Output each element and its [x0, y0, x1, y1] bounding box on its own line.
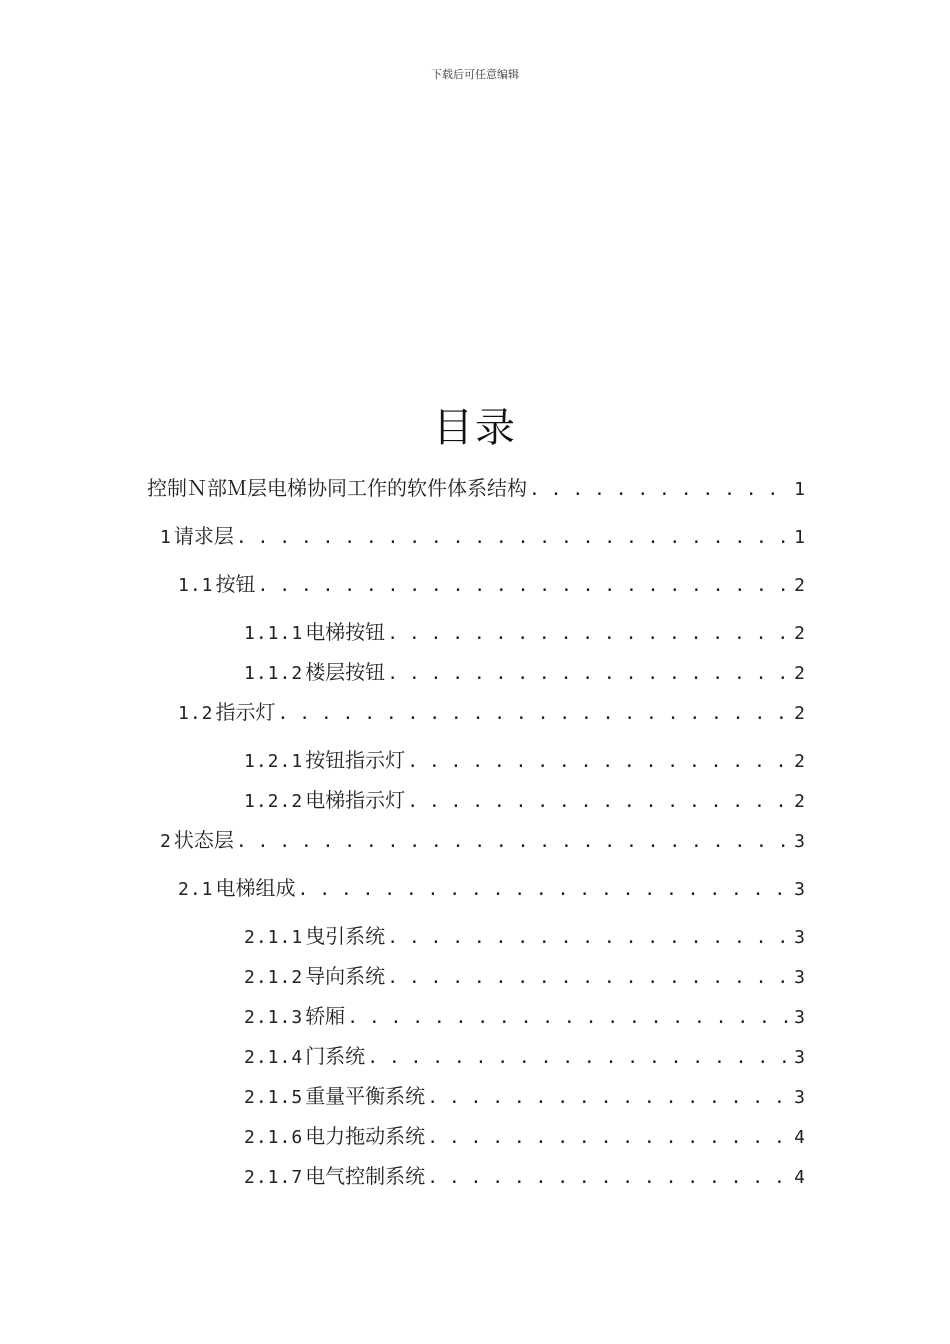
toc-entry-number: 2.1.6 — [244, 1127, 304, 1148]
toc-entry-page: 1 — [794, 527, 805, 548]
toc-entry-label: 按钮指示灯 — [305, 748, 406, 772]
toc-entry-number: 2.1.1 — [244, 927, 304, 948]
toc-entry-page: 3 — [794, 831, 805, 852]
toc-entry-label: 重量平衡系统 — [305, 1084, 426, 1108]
toc-entry-2-1-5[interactable] — [244, 1082, 805, 1110]
toc-leader-dots — [407, 748, 792, 774]
toc-entry-number: 2.1.7 — [244, 1167, 304, 1188]
toc-leader-dots — [387, 924, 792, 950]
toc-entry-label: 电梯指示灯 — [305, 788, 406, 812]
toc-entry-page: 4 — [794, 1167, 805, 1188]
toc-entry-2-1-2[interactable] — [244, 962, 805, 990]
toc-entry-page: 1 — [794, 479, 805, 500]
toc-entry-page: 2 — [794, 663, 805, 684]
toc-entry-number: 1.2 — [178, 703, 214, 724]
toc-leader-dots — [367, 1044, 792, 1070]
toc-entry-2-1-1[interactable] — [244, 922, 805, 950]
toc-entry-number: 1.2.2 — [244, 791, 304, 812]
toc-entry-1[interactable] — [160, 522, 805, 550]
toc-entry-number: 1.1.1 — [244, 623, 304, 644]
toc-entry-title[interactable] — [145, 474, 805, 502]
toc-entry-1-2-1[interactable] — [244, 746, 805, 774]
toc-entry-1-1-1[interactable] — [244, 618, 805, 646]
toc-entry-label: 指示灯 — [215, 700, 276, 724]
toc-entry-label: 楼层按钮 — [305, 660, 386, 684]
toc-entry-1-2-2[interactable] — [244, 786, 805, 814]
toc-entry-label: 电梯按钮 — [305, 620, 386, 644]
toc-entry-page: 3 — [794, 1007, 805, 1028]
toc-entry-page: 3 — [794, 1047, 805, 1068]
toc-entry-1-1[interactable] — [178, 570, 805, 598]
toc-leader-dots — [298, 876, 793, 902]
toc-entry-page: 2 — [794, 623, 805, 644]
toc-entry-label: 导向系统 — [305, 964, 386, 988]
toc-leader-dots — [258, 572, 793, 598]
toc-entry-number: 2.1.5 — [244, 1087, 304, 1108]
toc-entry-label: 电梯组成 — [215, 876, 296, 900]
toc-entry-number: 1 — [160, 527, 172, 548]
toc-entry-2-1-3[interactable] — [244, 1002, 805, 1030]
toc-entry-2-1-6[interactable] — [244, 1122, 805, 1150]
toc-entry-label: 按钮 — [215, 572, 256, 596]
toc-leader-dots — [529, 476, 792, 502]
toc-entry-number: 2 — [160, 831, 172, 852]
toc-entry-number: 2.1.4 — [244, 1047, 304, 1068]
toc-entry-page: 2 — [794, 703, 805, 724]
toc-leader-dots — [278, 700, 793, 726]
toc-entry-number: 2.1.2 — [244, 967, 304, 988]
toc-leader-dots — [407, 788, 792, 814]
toc-entry-page: 2 — [794, 575, 805, 596]
toc-leader-dots — [427, 1164, 792, 1190]
toc-entry-2-1-4[interactable] — [244, 1042, 805, 1070]
toc-entry-page: 2 — [794, 791, 805, 812]
toc-entry-page: 4 — [794, 1127, 805, 1148]
header-note: 下载后可任意编辑 — [431, 68, 519, 81]
toc-entry-label: 电力拖动系统 — [305, 1124, 426, 1148]
toc-entry-page: 2 — [794, 751, 805, 772]
toc-entry-number: 1.2.1 — [244, 751, 304, 772]
toc-title: 目录 — [433, 405, 517, 451]
toc-entry-number: 1.1.2 — [244, 663, 304, 684]
toc-leader-dots — [387, 964, 792, 990]
toc-entry-2-1[interactable] — [178, 874, 805, 902]
toc-leader-dots — [347, 1004, 792, 1030]
toc-entry-number: 2.1 — [178, 879, 214, 900]
toc-entry-label: 门系统 — [305, 1044, 366, 1068]
toc-leader-dots — [387, 660, 792, 686]
toc-entry-page: 3 — [794, 1087, 805, 1108]
toc-entry-label: 请求层 — [173, 524, 234, 548]
toc-entry-page: 3 — [794, 967, 805, 988]
toc-leader-dots — [427, 1124, 792, 1150]
toc-entry-number: 2.1.3 — [244, 1007, 304, 1028]
toc-entry-label: 控制Ｎ部Ｍ层电梯协同工作的软件体系结构 — [147, 476, 527, 500]
toc-entry-label: 曳引系统 — [305, 924, 386, 948]
toc-entry-2[interactable] — [160, 826, 805, 854]
toc-entry-1-1-2[interactable] — [244, 658, 805, 686]
toc-entry-label: 轿厢 — [305, 1004, 346, 1028]
toc-entry-2-1-7[interactable] — [244, 1162, 805, 1190]
toc-leader-dots — [387, 620, 792, 646]
toc-leader-dots — [236, 524, 792, 550]
toc-entry-label: 电气控制系统 — [305, 1164, 426, 1188]
toc-entry-label: 状态层 — [173, 828, 234, 852]
toc-entry-number: 1.1 — [178, 575, 214, 596]
toc-leader-dots — [236, 828, 792, 854]
toc-leader-dots — [427, 1084, 792, 1110]
toc-entry-page: 3 — [794, 879, 805, 900]
toc-entry-page: 3 — [794, 927, 805, 948]
toc-entry-1-2[interactable] — [178, 698, 805, 726]
